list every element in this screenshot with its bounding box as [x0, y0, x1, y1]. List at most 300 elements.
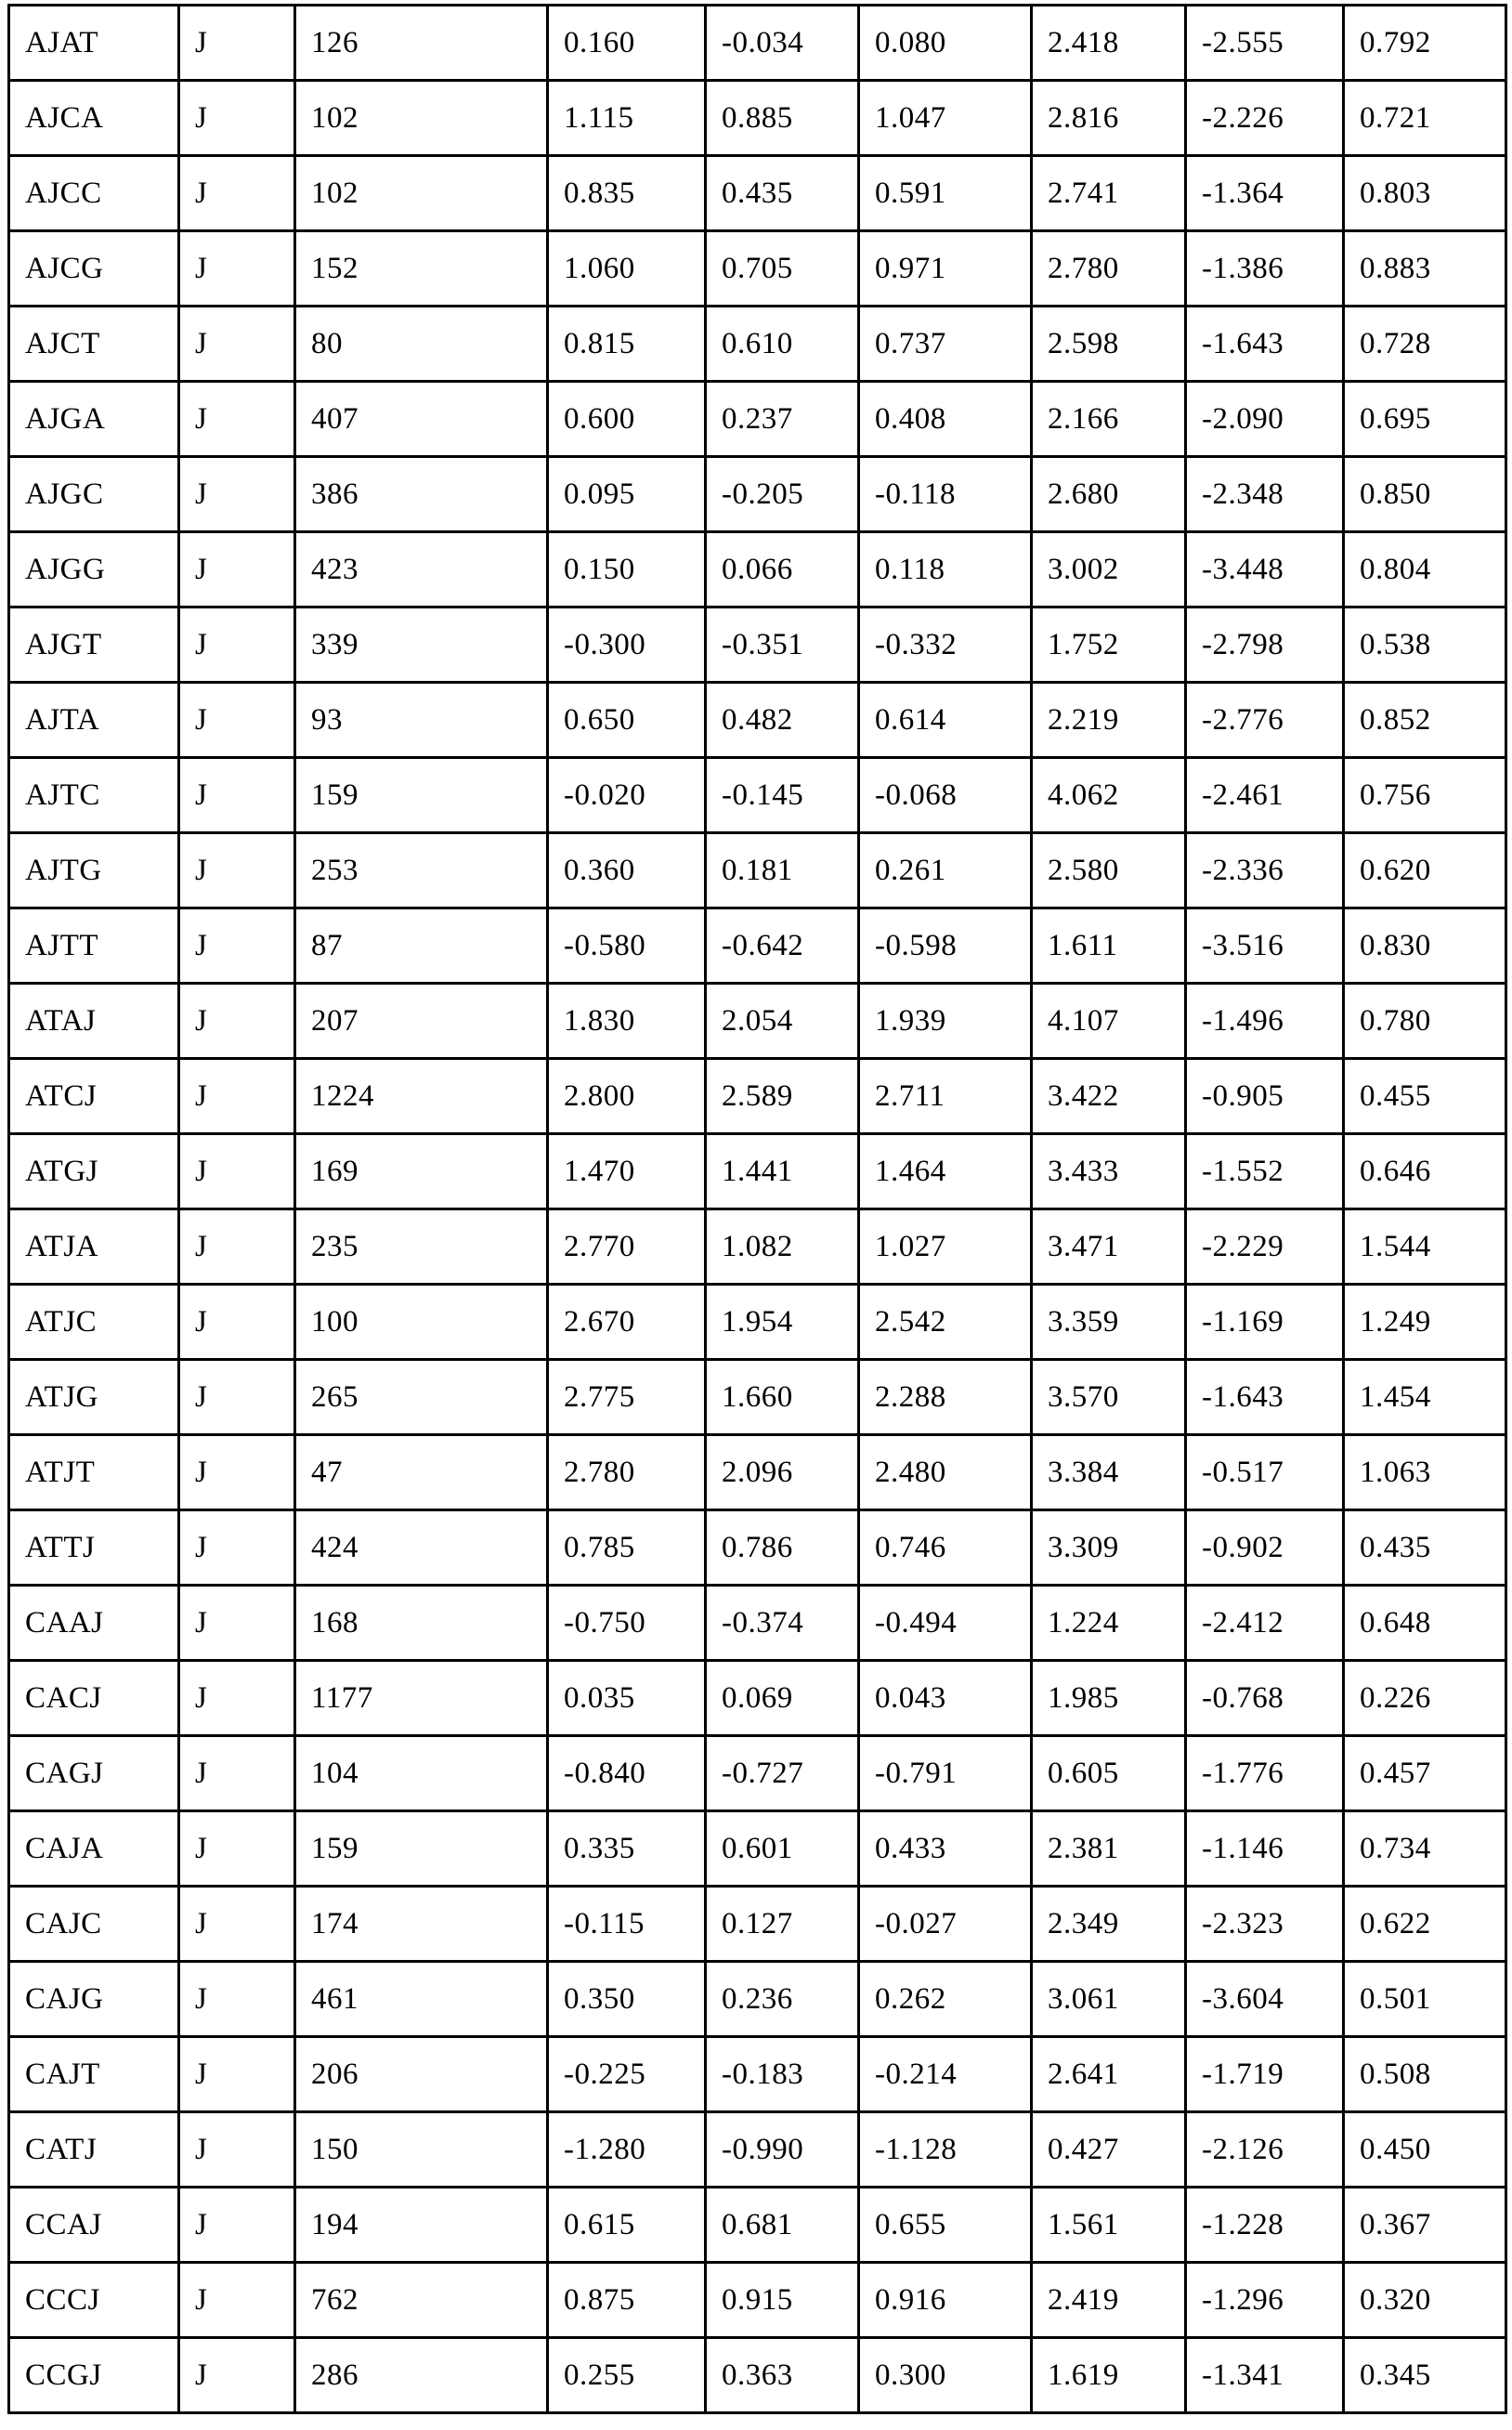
- table-cell: 47: [295, 1435, 548, 1510]
- table-cell: 207: [295, 984, 548, 1059]
- table-cell: -1.386: [1186, 231, 1344, 307]
- table-cell: ATAJ: [9, 984, 179, 1059]
- table-cell: -0.791: [859, 1736, 1032, 1811]
- table-cell: 4.107: [1032, 984, 1186, 1059]
- table-cell: 0.360: [548, 833, 706, 908]
- table-cell: -2.348: [1186, 457, 1344, 532]
- table-row: [9, 382, 1506, 457]
- table-cell: 0.035: [548, 1661, 706, 1736]
- table-row: [9, 984, 1506, 1059]
- table-cell: 93: [295, 683, 548, 758]
- table-cell: CAAJ: [9, 1586, 179, 1661]
- table-cell: 1.047: [859, 81, 1032, 156]
- table-cell: -1.776: [1186, 1736, 1344, 1811]
- table-cell: 0.850: [1344, 457, 1506, 532]
- table-cell: 0.883: [1344, 231, 1506, 307]
- table-cell: -0.332: [859, 608, 1032, 683]
- table-cell: 2.419: [1032, 2263, 1186, 2338]
- table-cell: 104: [295, 1736, 548, 1811]
- table-cell: -1.296: [1186, 2263, 1344, 2338]
- table-cell: -3.604: [1186, 1962, 1344, 2037]
- table-row: [9, 2037, 1506, 2112]
- table-cell: 407: [295, 382, 548, 457]
- table-row: [9, 608, 1506, 683]
- table-cell: 0.455: [1344, 1059, 1506, 1134]
- table-cell: ATJT: [9, 1435, 179, 1510]
- table-cell: 102: [295, 156, 548, 231]
- table-cell: -1.169: [1186, 1285, 1344, 1360]
- table-cell: 0.335: [548, 1811, 706, 1887]
- table-cell: 0.734: [1344, 1811, 1506, 1887]
- table-cell: -0.118: [859, 457, 1032, 532]
- table-cell: 2.166: [1032, 382, 1186, 457]
- table-cell: -1.643: [1186, 307, 1344, 382]
- table-cell: 0.646: [1344, 1134, 1506, 1209]
- table-cell: 0.916: [859, 2263, 1032, 2338]
- table-cell: 1.544: [1344, 1209, 1506, 1285]
- table-cell: 87: [295, 908, 548, 984]
- table-cell: -2.323: [1186, 1887, 1344, 1962]
- table-cell: 0.501: [1344, 1962, 1506, 2037]
- table-cell: 0.538: [1344, 608, 1506, 683]
- table-row: [9, 1962, 1506, 2037]
- table-cell: 0.181: [706, 833, 859, 908]
- table-cell: 339: [295, 608, 548, 683]
- table-cell: J: [179, 1962, 295, 2037]
- table-cell: 0.620: [1344, 833, 1506, 908]
- table-cell: J: [179, 608, 295, 683]
- table-cell: 2.780: [548, 1435, 706, 1510]
- table-cell: -2.336: [1186, 833, 1344, 908]
- table-cell: 2.054: [706, 984, 859, 1059]
- table-cell: 0.721: [1344, 81, 1506, 156]
- table-cell: -0.750: [548, 1586, 706, 1661]
- table-cell: 0.605: [1032, 1736, 1186, 1811]
- table-cell: J: [179, 457, 295, 532]
- table-cell: 2.288: [859, 1360, 1032, 1435]
- table-cell: CAJA: [9, 1811, 179, 1887]
- table-cell: -0.598: [859, 908, 1032, 984]
- table-cell: 1.224: [1032, 1586, 1186, 1661]
- table-cell: 0.237: [706, 382, 859, 457]
- table-cell: 0.705: [706, 231, 859, 307]
- table-cell: J: [179, 1059, 295, 1134]
- table-row: [9, 683, 1506, 758]
- table-cell: 1.249: [1344, 1285, 1506, 1360]
- table-cell: -2.555: [1186, 6, 1344, 81]
- table-cell: 0.261: [859, 833, 1032, 908]
- table-cell: CATJ: [9, 2112, 179, 2188]
- table-cell: -0.205: [706, 457, 859, 532]
- table-row: [9, 532, 1506, 608]
- table-cell: 2.219: [1032, 683, 1186, 758]
- table-cell: -1.364: [1186, 156, 1344, 231]
- table-cell: 2.711: [859, 1059, 1032, 1134]
- table-cell: AJTC: [9, 758, 179, 833]
- table-cell: J: [179, 2263, 295, 2338]
- table-cell: -1.228: [1186, 2188, 1344, 2263]
- table-cell: 3.471: [1032, 1209, 1186, 1285]
- table-cell: ATJA: [9, 1209, 179, 1285]
- table-cell: 0.236: [706, 1962, 859, 2037]
- table-cell: 0.095: [548, 457, 706, 532]
- table-cell: -2.776: [1186, 683, 1344, 758]
- table-cell: 0.971: [859, 231, 1032, 307]
- table-cell: 1.939: [859, 984, 1032, 1059]
- table-row: [9, 1736, 1506, 1811]
- table-cell: 2.598: [1032, 307, 1186, 382]
- table-cell: CCCJ: [9, 2263, 179, 2338]
- table-cell: J: [179, 2338, 295, 2413]
- table-cell: 0.363: [706, 2338, 859, 2413]
- table-row: [9, 1811, 1506, 1887]
- table-row: [9, 1209, 1506, 1285]
- table-cell: 3.061: [1032, 1962, 1186, 2037]
- table-cell: -2.226: [1186, 81, 1344, 156]
- table-cell: -2.412: [1186, 1586, 1344, 1661]
- table-cell: 0.792: [1344, 6, 1506, 81]
- table-cell: AJGG: [9, 532, 179, 608]
- table-row: [9, 833, 1506, 908]
- table-cell: J: [179, 1360, 295, 1435]
- table-cell: 1.954: [706, 1285, 859, 1360]
- table-cell: J: [179, 2188, 295, 2263]
- table-cell: 0.255: [548, 2338, 706, 2413]
- table-cell: 1.115: [548, 81, 706, 156]
- table-cell: 2.580: [1032, 833, 1186, 908]
- table-cell: J: [179, 156, 295, 231]
- table-cell: AJGC: [9, 457, 179, 532]
- table-cell: 0.785: [548, 1510, 706, 1586]
- table-cell: 0.150: [548, 532, 706, 608]
- table-cell: 2.381: [1032, 1811, 1186, 1887]
- table-cell: 0.433: [859, 1811, 1032, 1887]
- table-cell: 159: [295, 1811, 548, 1887]
- table-cell: 0.367: [1344, 2188, 1506, 2263]
- table-cell: 1.830: [548, 984, 706, 1059]
- table-cell: 0.262: [859, 1962, 1032, 2037]
- table-cell: 1.082: [706, 1209, 859, 1285]
- table-cell: J: [179, 1811, 295, 1887]
- table-cell: 0.615: [548, 2188, 706, 2263]
- table-row: [9, 2188, 1506, 2263]
- data-table-body: [9, 6, 1506, 2413]
- table-cell: 1.752: [1032, 608, 1186, 683]
- table-cell: J: [179, 1209, 295, 1285]
- table-cell: -1.496: [1186, 984, 1344, 1059]
- table-row: [9, 6, 1506, 81]
- table-cell: 424: [295, 1510, 548, 1586]
- table-cell: 2.349: [1032, 1887, 1186, 1962]
- table-cell: 0.435: [1344, 1510, 1506, 1586]
- table-cell: 0.482: [706, 683, 859, 758]
- table-cell: J: [179, 6, 295, 81]
- table-cell: -3.516: [1186, 908, 1344, 984]
- table-cell: 1177: [295, 1661, 548, 1736]
- table-cell: 762: [295, 2263, 548, 2338]
- table-cell: 0.803: [1344, 156, 1506, 231]
- table-cell: 1.985: [1032, 1661, 1186, 1736]
- table-cell: J: [179, 758, 295, 833]
- table-cell: 1.060: [548, 231, 706, 307]
- table-cell: -0.020: [548, 758, 706, 833]
- table-cell: 159: [295, 758, 548, 833]
- table-cell: J: [179, 1285, 295, 1360]
- table-cell: -0.580: [548, 908, 706, 984]
- table-cell: AJCC: [9, 156, 179, 231]
- table-cell: 100: [295, 1285, 548, 1360]
- table-row: [9, 1360, 1506, 1435]
- table-cell: AJTA: [9, 683, 179, 758]
- table-cell: 0.066: [706, 532, 859, 608]
- table-cell: 0.786: [706, 1510, 859, 1586]
- table-cell: 2.741: [1032, 156, 1186, 231]
- table-cell: 0.450: [1344, 2112, 1506, 2188]
- table-cell: J: [179, 2112, 295, 2188]
- table-cell: 3.570: [1032, 1360, 1186, 1435]
- table-cell: 1.441: [706, 1134, 859, 1209]
- table-cell: 0.780: [1344, 984, 1506, 1059]
- table-cell: 0.591: [859, 156, 1032, 231]
- table-cell: 126: [295, 6, 548, 81]
- table-cell: ATTJ: [9, 1510, 179, 1586]
- table-cell: 168: [295, 1586, 548, 1661]
- table-cell: 1.027: [859, 1209, 1032, 1285]
- table-cell: 0.885: [706, 81, 859, 156]
- table-cell: AJCA: [9, 81, 179, 156]
- table-cell: 0.815: [548, 307, 706, 382]
- table-cell: J: [179, 1586, 295, 1661]
- table-cell: 0.728: [1344, 307, 1506, 382]
- table-cell: -0.727: [706, 1736, 859, 1811]
- table-cell: -0.494: [859, 1586, 1032, 1661]
- table-cell: 2.780: [1032, 231, 1186, 307]
- table-cell: 0.600: [548, 382, 706, 457]
- table-cell: CAJT: [9, 2037, 179, 2112]
- table-cell: 0.737: [859, 307, 1032, 382]
- table-cell: 0.320: [1344, 2263, 1506, 2338]
- table-cell: 3.433: [1032, 1134, 1186, 1209]
- table-cell: -1.552: [1186, 1134, 1344, 1209]
- table-cell: 174: [295, 1887, 548, 1962]
- table-cell: ATCJ: [9, 1059, 179, 1134]
- table-cell: 80: [295, 307, 548, 382]
- table-cell: 1.454: [1344, 1360, 1506, 1435]
- table-cell: -1.128: [859, 2112, 1032, 2188]
- table-cell: -1.643: [1186, 1360, 1344, 1435]
- table-row: [9, 457, 1506, 532]
- table-cell: AJCG: [9, 231, 179, 307]
- table-row: [9, 2263, 1506, 2338]
- table-cell: 206: [295, 2037, 548, 2112]
- table-cell: J: [179, 231, 295, 307]
- table-cell: J: [179, 833, 295, 908]
- table-cell: -0.768: [1186, 1661, 1344, 1736]
- table-cell: -0.990: [706, 2112, 859, 2188]
- table-cell: 0.350: [548, 1962, 706, 2037]
- table-cell: 0.345: [1344, 2338, 1506, 2413]
- data-table: [7, 4, 1507, 2414]
- table-cell: 0.300: [859, 2338, 1032, 2413]
- table-cell: 0.508: [1344, 2037, 1506, 2112]
- table-cell: 194: [295, 2188, 548, 2263]
- table-cell: 3.002: [1032, 532, 1186, 608]
- table-cell: 0.756: [1344, 758, 1506, 833]
- table-cell: -0.027: [859, 1887, 1032, 1962]
- table-cell: 169: [295, 1134, 548, 1209]
- table-cell: 2.418: [1032, 6, 1186, 81]
- table-cell: 0.915: [706, 2263, 859, 2338]
- table-cell: 0.427: [1032, 2112, 1186, 2188]
- table-cell: J: [179, 1887, 295, 1962]
- table-cell: CAJG: [9, 1962, 179, 2037]
- table-cell: 0.610: [706, 307, 859, 382]
- table-cell: -0.183: [706, 2037, 859, 2112]
- table-cell: J: [179, 1435, 295, 1510]
- table-cell: J: [179, 683, 295, 758]
- table-cell: 235: [295, 1209, 548, 1285]
- table-cell: 0.069: [706, 1661, 859, 1736]
- table-cell: 0.043: [859, 1661, 1032, 1736]
- table-cell: 0.830: [1344, 908, 1506, 984]
- table-cell: 0.601: [706, 1811, 859, 1887]
- table-cell: -3.448: [1186, 532, 1344, 608]
- table-cell: 150: [295, 2112, 548, 2188]
- table-row: [9, 1510, 1506, 1586]
- table-cell: 0.746: [859, 1510, 1032, 1586]
- table-row: [9, 156, 1506, 231]
- table-cell: 0.875: [548, 2263, 706, 2338]
- table-cell: 0.650: [548, 683, 706, 758]
- table-row: [9, 908, 1506, 984]
- table-cell: -0.351: [706, 608, 859, 683]
- table-cell: 265: [295, 1360, 548, 1435]
- table-cell: J: [179, 1134, 295, 1209]
- table-row: [9, 1661, 1506, 1736]
- table-cell: -2.090: [1186, 382, 1344, 457]
- table-cell: J: [179, 984, 295, 1059]
- table-row: [9, 758, 1506, 833]
- table-cell: 102: [295, 81, 548, 156]
- table-row: [9, 1586, 1506, 1661]
- table-cell: AJTT: [9, 908, 179, 984]
- table-cell: J: [179, 908, 295, 984]
- table-cell: 1.611: [1032, 908, 1186, 984]
- table-cell: 0.655: [859, 2188, 1032, 2263]
- table-cell: 1.660: [706, 1360, 859, 1435]
- table-cell: -0.214: [859, 2037, 1032, 2112]
- table-cell: J: [179, 307, 295, 382]
- table-cell: 3.384: [1032, 1435, 1186, 1510]
- table-cell: 3.359: [1032, 1285, 1186, 1360]
- table-cell: -0.300: [548, 608, 706, 683]
- table-cell: -0.902: [1186, 1510, 1344, 1586]
- table-cell: 2.641: [1032, 2037, 1186, 2112]
- table-row: [9, 1134, 1506, 1209]
- table-cell: -1.280: [548, 2112, 706, 2188]
- table-cell: AJTG: [9, 833, 179, 908]
- table-cell: CCGJ: [9, 2338, 179, 2413]
- table-cell: ATJC: [9, 1285, 179, 1360]
- table-row: [9, 231, 1506, 307]
- table-cell: 286: [295, 2338, 548, 2413]
- table-cell: J: [179, 1661, 295, 1736]
- table-cell: 2.589: [706, 1059, 859, 1134]
- table-cell: -2.461: [1186, 758, 1344, 833]
- table-cell: ATGJ: [9, 1134, 179, 1209]
- table-cell: 0.435: [706, 156, 859, 231]
- table-cell: 0.681: [706, 2188, 859, 2263]
- table-cell: -0.840: [548, 1736, 706, 1811]
- table-cell: 2.670: [548, 1285, 706, 1360]
- table-cell: -0.905: [1186, 1059, 1344, 1134]
- table-row: [9, 307, 1506, 382]
- table-cell: 2.800: [548, 1059, 706, 1134]
- table-cell: 2.480: [859, 1435, 1032, 1510]
- table-cell: 2.542: [859, 1285, 1032, 1360]
- table-cell: 253: [295, 833, 548, 908]
- table-cell: 152: [295, 231, 548, 307]
- table-cell: J: [179, 1736, 295, 1811]
- table-cell: 2.816: [1032, 81, 1186, 156]
- table-cell: 2.775: [548, 1360, 706, 1435]
- table-cell: 0.080: [859, 6, 1032, 81]
- table-row: [9, 1887, 1506, 1962]
- table-cell: 1.063: [1344, 1435, 1506, 1510]
- table-cell: 3.309: [1032, 1510, 1186, 1586]
- table-cell: -0.642: [706, 908, 859, 984]
- table-cell: 0.695: [1344, 382, 1506, 457]
- table-cell: J: [179, 81, 295, 156]
- table-cell: -2.229: [1186, 1209, 1344, 1285]
- table-cell: CAGJ: [9, 1736, 179, 1811]
- table-cell: 0.160: [548, 6, 706, 81]
- table-cell: 1.619: [1032, 2338, 1186, 2413]
- table-cell: 2.680: [1032, 457, 1186, 532]
- table-cell: 0.622: [1344, 1887, 1506, 1962]
- table-cell: 0.614: [859, 683, 1032, 758]
- table-cell: 1224: [295, 1059, 548, 1134]
- table-cell: 0.648: [1344, 1586, 1506, 1661]
- table-cell: 0.118: [859, 532, 1032, 608]
- table-cell: J: [179, 1510, 295, 1586]
- table-cell: -0.517: [1186, 1435, 1344, 1510]
- table-cell: 1.464: [859, 1134, 1032, 1209]
- table-row: [9, 1435, 1506, 1510]
- table-cell: 0.408: [859, 382, 1032, 457]
- table-cell: 0.835: [548, 156, 706, 231]
- table-cell: AJCT: [9, 307, 179, 382]
- table-cell: CCAJ: [9, 2188, 179, 2263]
- table-cell: -2.126: [1186, 2112, 1344, 2188]
- table-row: [9, 2338, 1506, 2413]
- table-cell: -0.115: [548, 1887, 706, 1962]
- table-cell: J: [179, 532, 295, 608]
- table-cell: 0.852: [1344, 683, 1506, 758]
- table-cell: -0.145: [706, 758, 859, 833]
- table-cell: 3.422: [1032, 1059, 1186, 1134]
- table-cell: AJAT: [9, 6, 179, 81]
- table-cell: CAJC: [9, 1887, 179, 1962]
- table-cell: -0.225: [548, 2037, 706, 2112]
- table-cell: -1.341: [1186, 2338, 1344, 2413]
- table-cell: ATJG: [9, 1360, 179, 1435]
- table-row: [9, 1059, 1506, 1134]
- table-cell: -0.068: [859, 758, 1032, 833]
- table-cell: 1.561: [1032, 2188, 1186, 2263]
- table-cell: AJGT: [9, 608, 179, 683]
- table-cell: 461: [295, 1962, 548, 2037]
